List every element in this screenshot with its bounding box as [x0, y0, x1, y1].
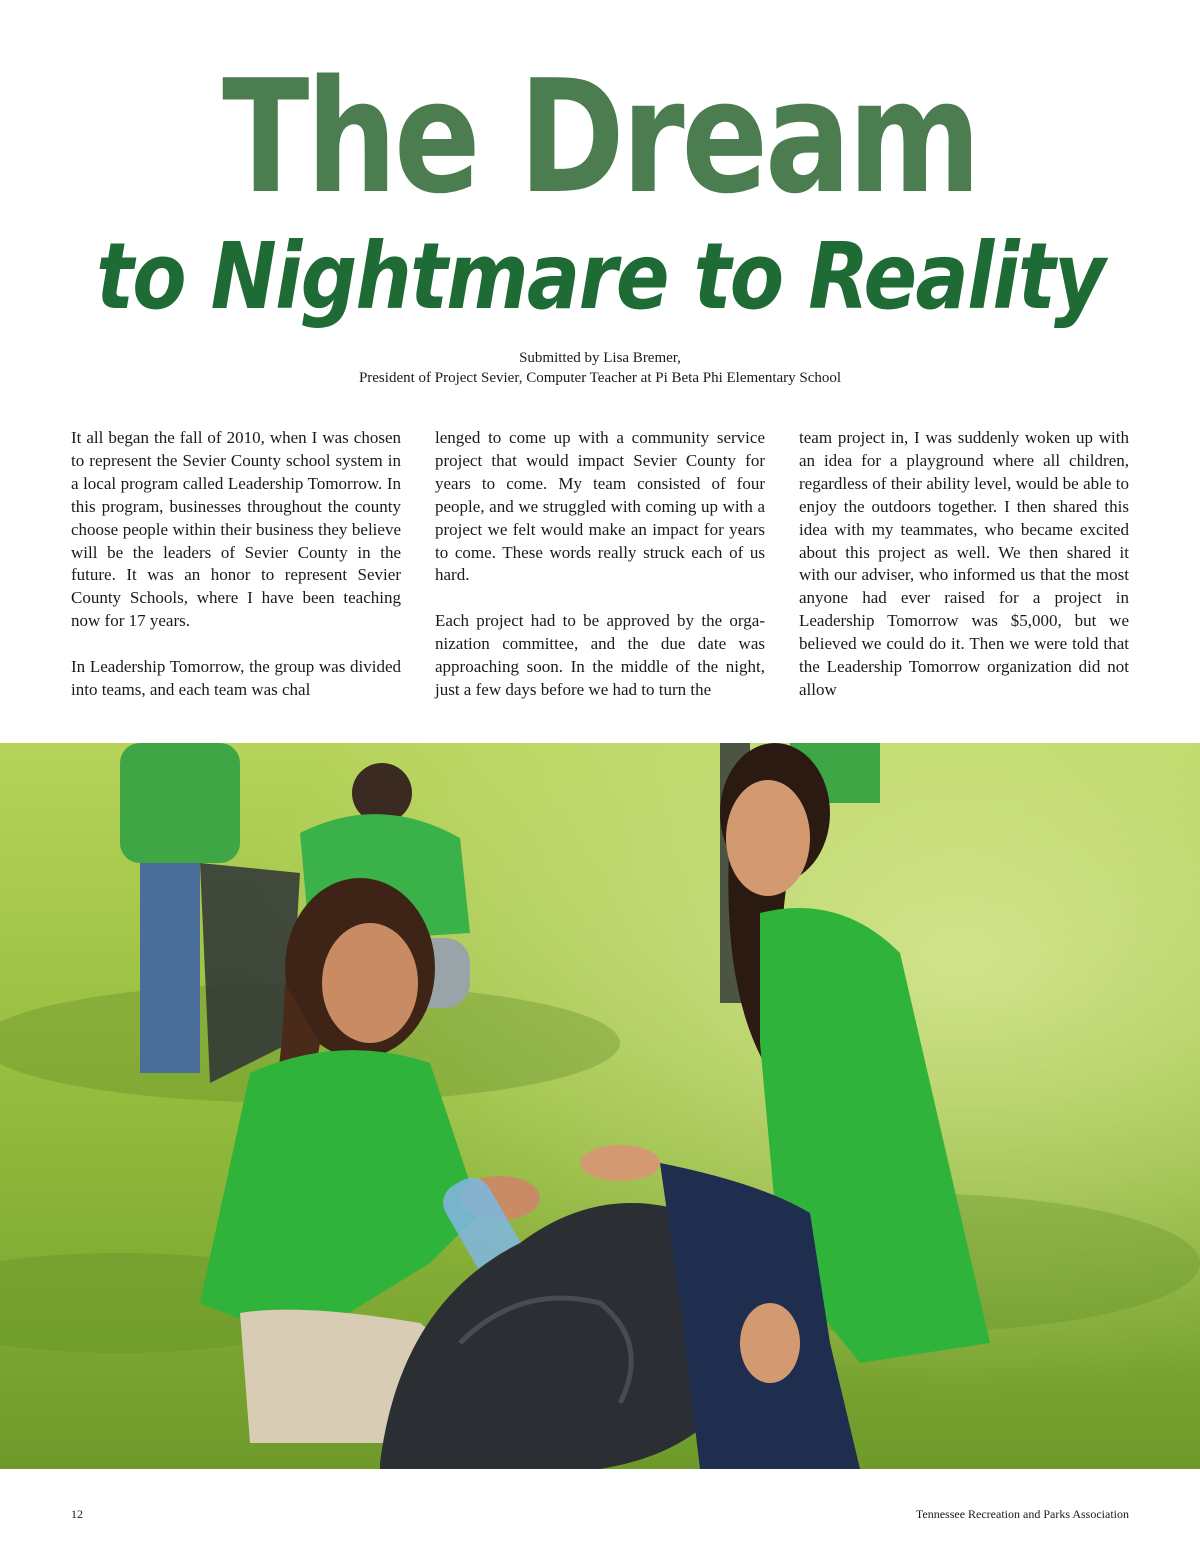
- paragraph: lenged to come up with a community service project that would impact Sevier County for years to come. My team consisted of four people, and we struggled with coming up with a project we felt would make an impact for years to come. These words really struck each of us hard.: [435, 428, 765, 585]
- text-column-1: [71, 427, 401, 725]
- paragraph: In Leadership Tomorrow, the group was divided into teams, and each team was chal: [71, 657, 401, 699]
- byline: [0, 348, 1200, 388]
- paragraph: team project in, I was suddenly woken up with an idea for a playground where all children, regardless of their ability level, would be able to enjoy the outdoors together. I then shared this idea with my teammates, who became excited about this project as well. We then shared it with our adviser, who informed us that the most anyone had ever raised for a project in Leadership Tomorrow was $5,000, but we believed we could do it. Then we were told that the Leadership Tomorrow organization did not allow: [799, 428, 1129, 699]
- article-subtitle: to Nightmare to Reality: [96, 223, 1104, 330]
- publication-name: Tennessee Recreation and Parks Association: [915, 1507, 1129, 1521]
- photo-illustration: [0, 743, 1200, 1469]
- article-title: The Dream: [222, 46, 978, 228]
- paragraph: Each project had to be approved by the organization committee, and the due date was approaching soon. In the middle of the night, just a few days before we had to turn the: [435, 611, 765, 699]
- byline-author: Submitted by Lisa Bremer,: [519, 350, 681, 366]
- page-number: 12: [71, 1507, 83, 1521]
- text-column-3: [799, 427, 1129, 725]
- byline-role: President of Project Sevier, Computer Teacher at Pi Beta Phi Elementary School: [358, 370, 842, 386]
- photo-icon: [0, 743, 1200, 1469]
- paragraph: It all began the fall of 2010, when I was chosen to represent the Sevier County school system in a local program called Leadership Tomorrow. In this program, businesses throughout the county choose people within their business they believe will be the leaders of Sevier County in the future. It was an honor to represent Sevier County Schools, where I have been teaching now for 17 years.: [71, 428, 401, 631]
- text-column-2: [435, 427, 765, 725]
